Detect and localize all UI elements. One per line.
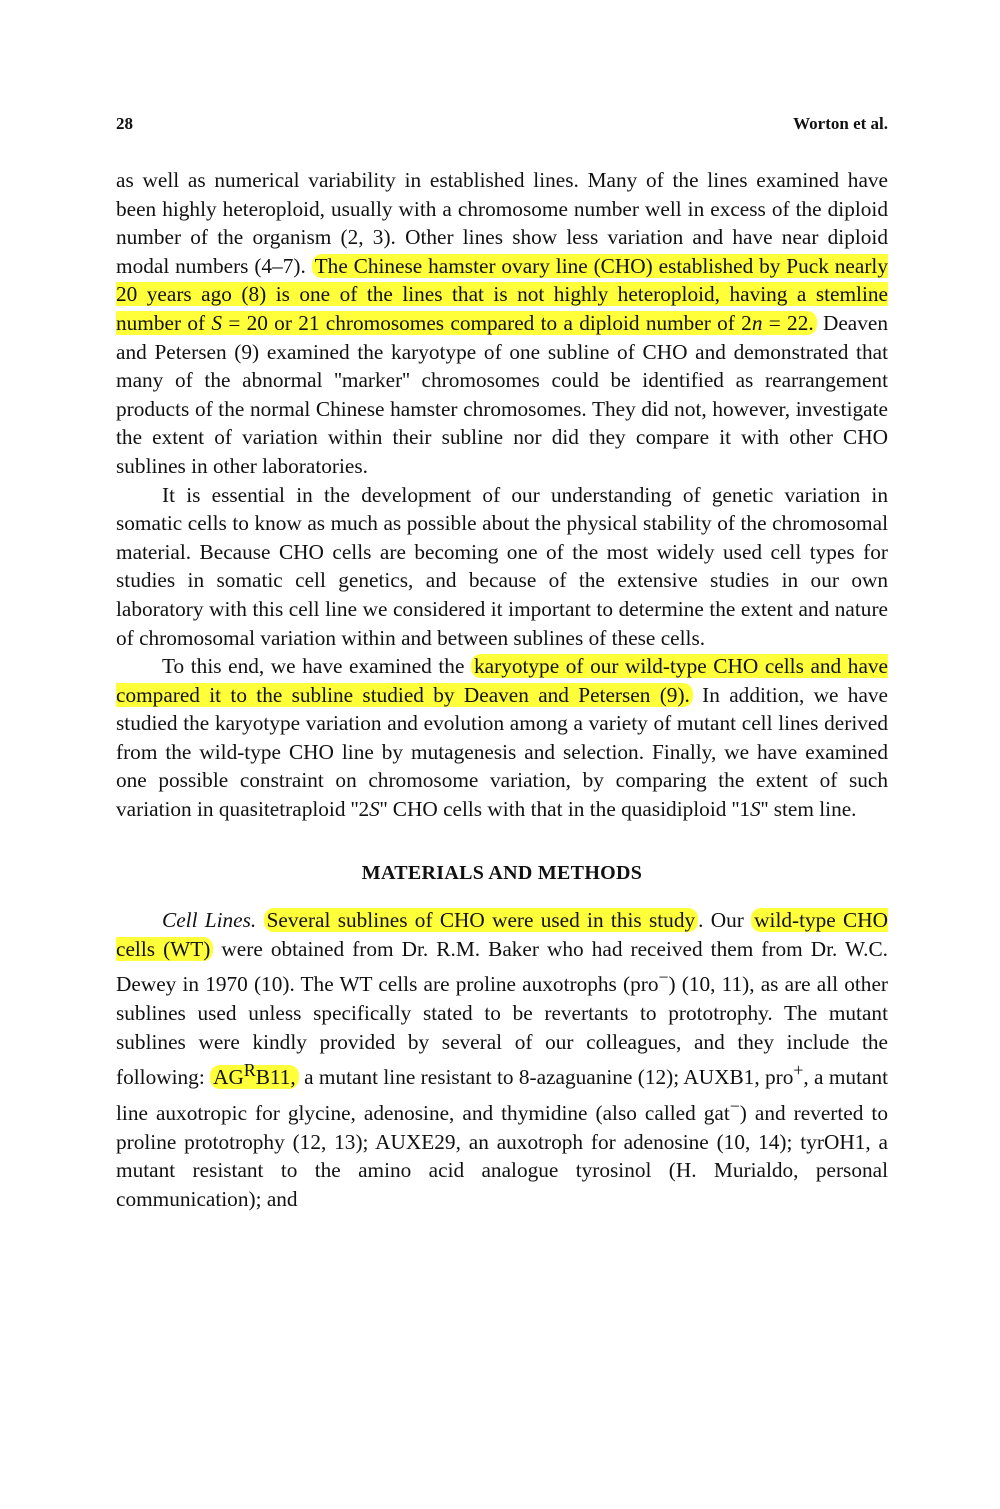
highlight-karyotype: karyotype of our wild-type CHO cells and have compared it to the subline studied by Deaven and Petersen (9). (116, 654, 888, 707)
italic-symbol: S (369, 797, 380, 822)
section-heading: MATERIALS AND METHODS (361, 861, 643, 884)
text-span: as well as numerical variability in established lines. Many of the lines examined have been highly heteroploid, usually with a chromosome number well in excess of the diploid number of the organism (2, 3). Other lines show less variation and have near diploid modal numbers (4–7). (116, 168, 888, 278)
highlight-wild-type: wild-type CHO cells (WT) (116, 908, 889, 961)
text-span: B11, (255, 1065, 296, 1090)
text-span: In addition, we have studied the karyotype variation and evolution among a variety of mutant cell lines derived from the wild-type CHO line by mutagenesis and selection. Finally, we have examined one possible constraint on chromosome variation, by comparing the extent of such variation in quasitetraploid ''2 (116, 682, 888, 822)
highlight-sublines: Several sublines of CHO were used in this study (264, 908, 699, 932)
text-span: ) (10, 11), as are all other sublines used unless specifically stated to be revertants to prototrophy. The mutant sublines were kindly provided by several of our colleagues, and they include the following: (116, 972, 888, 1090)
superscript: R (243, 1060, 256, 1081)
highlight-agrb11 (210, 1060, 299, 1090)
subsection-lead: Cell Lines. (162, 908, 257, 933)
italic-symbol: S (211, 310, 223, 335)
text-span: '' CHO cells with that in the quasidiploid ''1 (379, 797, 751, 822)
paragraph-2: It is essential in the development of our understanding of genetic variation in somatic cells to know as much as possible about the physical stability of the chromosomal material. Because CHO cells are becoming one of the most widely used cell types for studies in somatic cell genetics, and because of the extensive studies in our own laboratory with this cell line we considered it important to determine the extent and nature of chromosomal variation within and between sublines of these cells. (116, 482, 888, 650)
text-span: Deaven and Petersen (9) examined the karyotype of one subline of CHO and demonstrated that many of the abnormal ''marker'' chromosomes could be identified as rearrangement products of the normal Chinese hamster chromosomes. They did not, however, investigate the extent of variation within their subline nor did they compare it with other CHO sublines in other laboratories. (116, 310, 889, 478)
paragraph-3 (116, 652, 888, 824)
text-span: = 20 or 21 chromosomes compared to a diploid number of 2 (222, 310, 752, 335)
text-span: were obtained from Dr. R.M. Baker who had received them from Dr. W.C. Dewey in 1970 (10). The WT cells are proline auxotrophs (pro (116, 936, 889, 997)
italic-symbol: n (751, 310, 763, 335)
superscript: − (729, 1096, 740, 1116)
article-body (116, 166, 888, 1213)
text-span: ) and reverted to proline prototrophy (12, 13); AUXE29, an auxotroph for adenosine (10, 14); tyrOH1, a mutant resistant to the amino acid analogue tyrosinol (H. Murialdo, personal communication); and (116, 1101, 888, 1211)
paragraph-4 (116, 906, 888, 1213)
text-span: = 22. (762, 310, 814, 335)
running-authors: Worton et al. (793, 114, 888, 133)
text-span: AG (213, 1065, 244, 1090)
superscript: − (658, 967, 669, 988)
text-span: The Chinese hamster ovary line (CHO) established by Puck nearly 20 years ago (8) is one of the lines that is not highly heteroploid, having a stemline number of (116, 253, 888, 335)
text-span: To this end, we have examined the (162, 654, 471, 679)
italic-symbol: S (750, 797, 761, 822)
superscript: + (793, 1060, 804, 1081)
paragraph-1 (116, 166, 888, 481)
text-span: . Our (698, 908, 752, 933)
text-span: , a mutant line auxotropic for glycine, adenosine, and thymidine (also called gat (116, 1065, 889, 1126)
text-span: '' stem line. (760, 797, 857, 822)
text-span: a mutant line resistant to 8-azaguanine (12); AUXB1, pro (298, 1065, 794, 1090)
page-number: 28 (116, 114, 133, 133)
